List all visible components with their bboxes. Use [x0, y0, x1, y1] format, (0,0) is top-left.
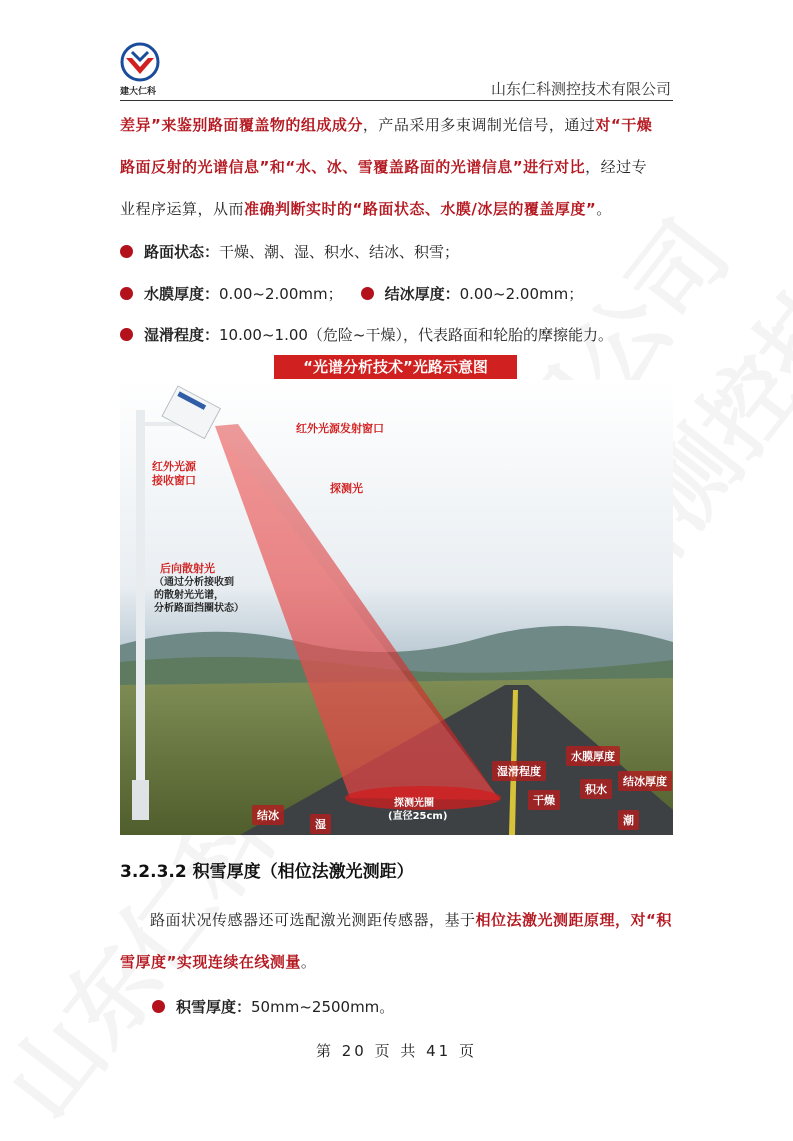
tag-ice-thickness: 结冰厚度: [618, 771, 672, 791]
intro-line-1: [120, 104, 676, 146]
logo-text: 建大仁科: [120, 87, 157, 97]
bullet-dot: [120, 245, 133, 258]
intro-text: ，产品采用多束调制光信号，通过: [362, 116, 596, 134]
tag-wet: 湿: [310, 814, 331, 834]
bullet-dot: [361, 287, 374, 300]
optical-path-figure: [120, 380, 673, 835]
bullet-slippery: [120, 324, 613, 345]
bullet-water-film: [120, 283, 583, 304]
bullet-value: 0.00~2.00mm；: [219, 285, 343, 303]
bullet-label: 湿滑程度：: [144, 326, 220, 344]
intro-text: 业程序运算，从而: [120, 200, 245, 218]
intro-highlight: 差异”来鉴别路面覆盖物的组成成分: [120, 116, 363, 134]
bullet-road-state: [120, 241, 459, 262]
probe-light-label: 探测光: [330, 482, 363, 495]
tag-dry: 干燥: [528, 790, 560, 810]
backscatter-label: 后向散射光: [160, 562, 215, 575]
tag-ponding: 积水: [580, 779, 612, 799]
bullet-label: 路面状态：: [144, 243, 220, 261]
intro-text: 。: [596, 200, 612, 218]
bullet-value: 10.00~1.00（危险~干燥），代表路面和轮胎的摩擦能力。: [219, 326, 613, 344]
intro-highlight: 路面反射的光谱信息”和“水、冰、雪覆盖路面的光谱信息”进行对比: [120, 158, 586, 176]
spot-label-2: (直径25cm): [388, 811, 448, 822]
intro-highlight: 对“干燥: [595, 116, 653, 134]
section-text: 。: [300, 953, 317, 971]
section-title: 3.2.3.2 积雪厚度（相位法激光测距）: [120, 862, 414, 882]
tag-ice: 结冰: [252, 805, 284, 825]
company-name: 山东仁科测控技术有限公司: [490, 80, 671, 98]
intro-line-2: [120, 146, 676, 188]
header-divider: [120, 100, 673, 101]
section-line-2: [120, 941, 676, 983]
bullet-dot: [152, 1000, 165, 1013]
tag-damp: 潮: [618, 810, 639, 830]
company-logo: [118, 40, 162, 96]
bullet-dot: [120, 287, 133, 300]
intro-highlight: 准确判断实时的“路面状态、水膜/冰层的覆盖厚度”: [244, 200, 597, 218]
backscatter-note-3: 分析路面挡圈状态）: [154, 603, 244, 614]
bullet-label: 结冰厚度：: [384, 285, 460, 303]
spot-label-1: 探测光圈: [394, 798, 434, 809]
tag-slippery: 湿滑程度: [492, 761, 546, 781]
bullet-snow-depth: [152, 996, 394, 1017]
section-highlight: 相位法激光测距原理，对“积: [475, 911, 672, 929]
figure-title: “光谱分析技术”光路示意图: [274, 355, 517, 379]
bullet-label: 积雪厚度：: [176, 998, 252, 1016]
bullet-value: 50mm~2500mm。: [251, 998, 395, 1016]
section-highlight: 雪厚度”实现连续在线测量: [120, 953, 301, 971]
bullet-value: 0.00~2.00mm；: [459, 285, 584, 303]
section-line-1: [120, 899, 676, 941]
tag-water-film: 水膜厚度: [566, 746, 620, 766]
backscatter-note-2: 的散射光光谱，: [154, 590, 224, 601]
emit-window-label: 红外光源发射窗口: [296, 422, 384, 435]
page-number: 第 20 页 共 41 页: [315, 1042, 477, 1060]
intro-line-3: [120, 188, 676, 230]
backscatter-note-1: （通过分析接收到: [154, 577, 234, 588]
bullet-label: 水膜厚度：: [144, 285, 220, 303]
section-text: 路面状况传感器还可选配激光测距传感器，基于: [150, 911, 476, 929]
intro-text: ，经过专: [585, 158, 648, 176]
receive-window-label-1: 红外光源: [152, 460, 196, 473]
bullet-dot: [120, 328, 133, 341]
bullet-value: 干燥、潮、湿、积水、结冰、积雪；: [219, 243, 460, 261]
receive-window-label-2: 接收窗口: [152, 474, 196, 487]
